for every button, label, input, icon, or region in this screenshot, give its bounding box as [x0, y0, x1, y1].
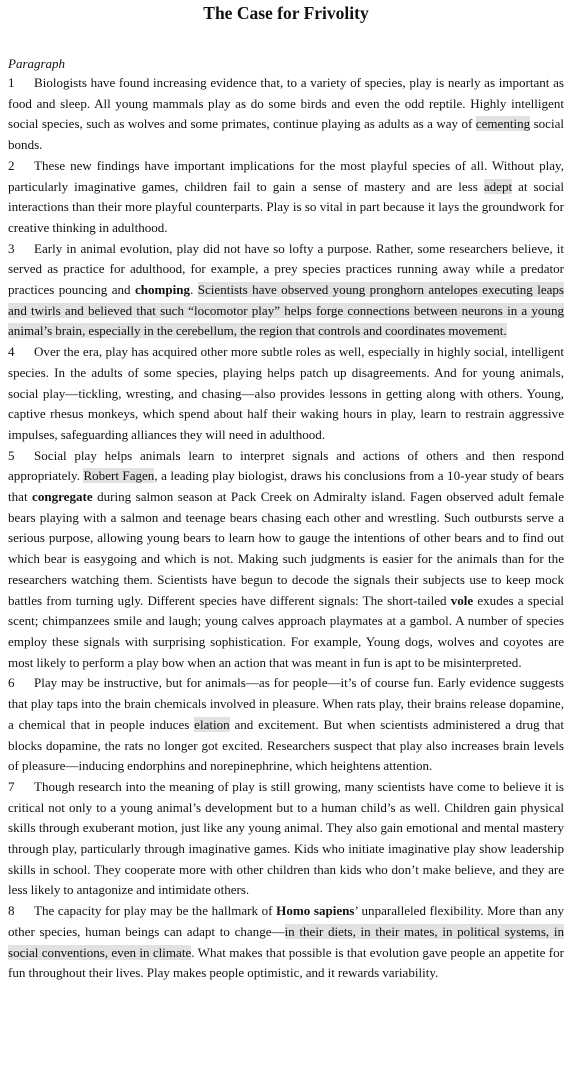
paragraph-2	[8, 156, 564, 239]
highlighted-text: Robert Fagen	[83, 468, 155, 484]
paragraph-text: at social interactions than their more playful counterparts. Play is so vital in part because it lays the groundwork for creative thinking in adulthood.	[8, 178, 564, 235]
paragraph-number: 1	[8, 75, 15, 90]
paragraph-text: ’ unparalleled flexibility. More than any other species, human beings can adapt to change—	[8, 903, 565, 939]
highlighted-text: in their diets, in their mates, in political systems, in social conventions, even in climate	[8, 923, 564, 960]
paragraph-number: 6	[8, 675, 15, 691]
paragraph-list	[8, 73, 564, 984]
bold-term: chomping	[134, 282, 191, 298]
paragraph-1	[8, 73, 564, 156]
paragraph-text: Though research into the meaning of play is still growing, many scientists have come to believe it is critical not only to a young animal’s development but to a human child’s as well. Children gain physical skills through exuberant motion, just like any young animal. They also gain emotional and mental mastery through play, particularly through imaginative games. Kids who initiate imaginative play show leadership skills in school. They cooperate more with other children than kids who don’t make believe, and they are less likely to antagonize and intimidate others.	[8, 778, 564, 898]
paragraph-text: .	[190, 282, 198, 298]
paragraph-text: Biologists have found increasing evidence that, to a variety of species, play is nearly as important as food and sleep. All young mammals play as do some birds and even the odd reptile. Highly intelligent social species, such as wolves and some primates, continue playing as adults as a way of	[8, 75, 564, 132]
paragraph-text: The capacity for play may be the hallmark of	[34, 903, 277, 919]
paragraph-number: 3	[8, 240, 15, 256]
bold-term: congregate	[32, 489, 93, 505]
paragraph-number: 8	[8, 903, 15, 919]
bold-term: Homo sapiens	[276, 903, 355, 919]
paragraph-text: Social play helps animals learn to interpret signals and actions of others and then respond appropriately.	[8, 447, 564, 484]
paragraph-text: exudes a special scent; chimpanzees smile and laugh; young calves approach playmates at a gambol. A number of species employ these signals with surprising sophistication. For example, Young dogs, wolves and coyotes are most likely to perform a play bow when an action that was meant in fun is apt to be misinterpreted.	[8, 592, 564, 670]
paragraph-text: . What makes that possible is that evolution gave people an appetite for fun throughout their lives. Play makes people optimistic, and it rewards variability.	[8, 944, 564, 981]
paragraph-number: 2	[8, 157, 15, 173]
paragraph-text: Over the era, play has acquired other more subtle roles as well, especially in highly social, intelligent species. In the adults of some species, playing helps patch up disagreements. And for young animals, social play—tickling, wresting, and chasing—also provides lessons in getting along with others. Young, captive rhesus monkeys, which spend about half their waking hours in play, learn to restrain aggressive impulses, safeguarding alliances they will need in adulthood.	[8, 344, 564, 442]
paragraph-text: Play may be instructive, but for animals—as for people—it’s of course fun. Early evidence suggests that play taps into the brain chemicals involved in pleasure. When rats play, their brains release dopamine, a chemical that in people induces	[8, 675, 564, 732]
highlighted-text: elation	[194, 716, 230, 732]
paragraph-7	[8, 777, 564, 901]
paragraph-text: social bonds.	[8, 116, 564, 153]
paragraph-text: These new findings have important implications for the most playful species of all. Without play, particularly imaginative games, children fail to gain a sense of mastery and are less	[8, 157, 564, 194]
paragraph-number: 7	[8, 778, 15, 794]
paragraph-text: and excitement. But when scientists administered a drug that blocks dopamine, the rats no longer got excited. Researchers suspect that play also increases brain levels of pleasure—inducing endorphins and norepinephrine, which heightens attention.	[8, 716, 564, 774]
paragraph-3	[8, 239, 564, 343]
paragraph-5	[8, 446, 564, 674]
paragraph-text: during salmon season at Pack Creek on Admiralty island. Fagen observed adult female bears playing with a salmon and teenage bears chasing each other and wrestling. Such outbursts serve a serious purpose, allowing young bears to learn how to gauge the intentions of other bears and to find out which bear is easygoing and which is not. Making such judgments is easier for the animals than for the researchers watching them. Scientists have begun to decode the signals their subjects use to keep mock battles from turning ugly. Different species have different signals: The short-tailed	[8, 489, 564, 608]
paragraph-4	[8, 342, 564, 446]
document-title: The Case for Frivolity	[203, 3, 369, 23]
paragraph-text: Early in animal evolution, play did not have so lofty a purpose. Rather, some researchers believe, it served as practice for adulthood, for example, a prey species practices running away while a predator practices pouncing and	[8, 240, 564, 298]
paragraph-number: 5	[8, 447, 15, 463]
paragraph-6	[8, 673, 564, 777]
bold-term: vole	[450, 592, 474, 608]
paragraph-8	[8, 901, 564, 984]
paragraph-text: , a leading play biologist, draws his conclusions from a 10-year study of bears that	[8, 468, 564, 505]
highlighted-text: adept	[483, 178, 513, 194]
paragraph-number: 4	[8, 344, 15, 360]
highlighted-text: cementing	[475, 116, 531, 132]
highlighted-text: Scientists have observed young pronghorn antelopes executing leaps and twirls and believed that such “locomotor play” helps forge connections between neurons in a young animal’s brain, especially in the cerebellum, the region that controls and coordinates movement.	[8, 282, 565, 339]
paragraph-label: Paragraph	[8, 56, 66, 71]
